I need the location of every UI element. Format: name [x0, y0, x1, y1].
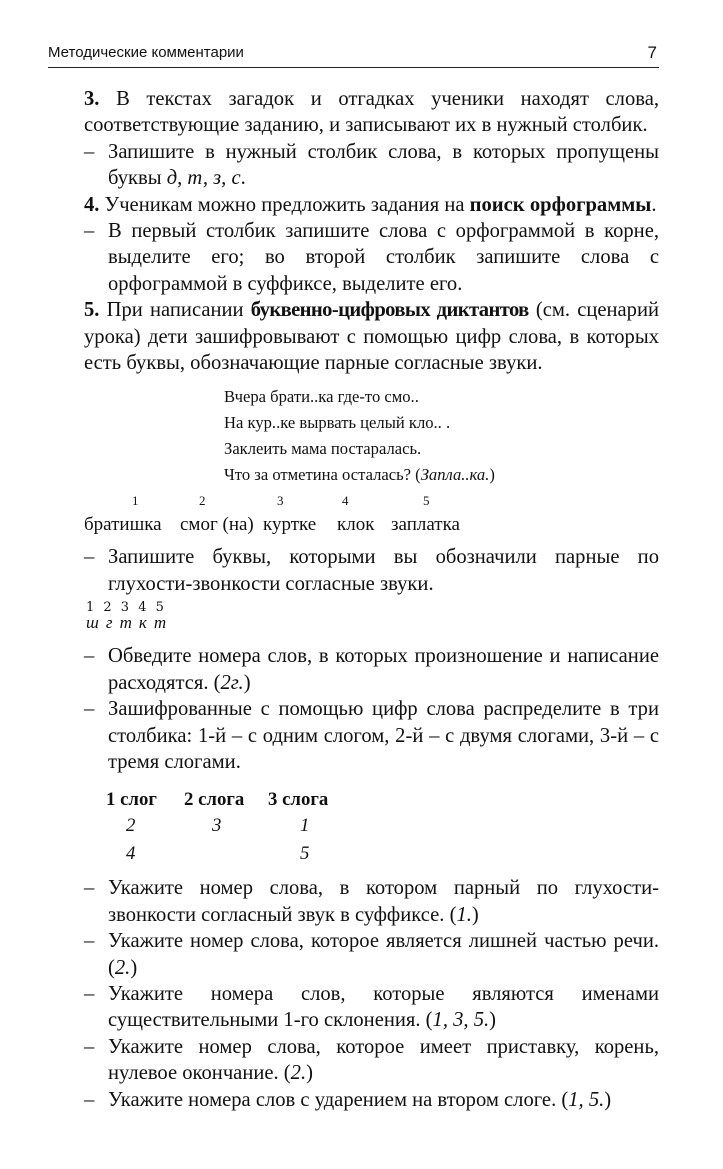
numbered-word: клок: [337, 514, 375, 536]
question-answer: 1, 3, 5.: [432, 1009, 490, 1032]
task-text: В первый столбик запишите слова с орфограммой в корне, выделите его; во второй столбик запишите слова с орфограммой в суффиксе, выделите его.: [108, 220, 659, 295]
dash-bullet: –: [84, 140, 95, 163]
word-number: 4: [342, 493, 349, 509]
bold-term: буквенно-цифровых диктантов: [250, 299, 529, 322]
table-cell: 4: [126, 843, 136, 865]
poem-line: Заклеить мама постаралась.: [224, 439, 422, 459]
task-text: Запишите в нужный столбик слова, в которых пропущены буквы: [108, 140, 659, 190]
poem-line-text: Что за отметина осталась? (: [224, 465, 421, 485]
table-cell: 2: [126, 815, 136, 837]
letter-sequence: ш г т к т: [86, 613, 168, 633]
table-cell: 1: [300, 815, 310, 837]
task-text: Запишите буквы, которыми вы обозначили парные по глухости-звонкости согласные звуки.: [108, 546, 659, 595]
numbered-word: куртке: [263, 514, 317, 536]
dash-bullet: –: [84, 698, 95, 721]
question-answer: 1.: [456, 903, 472, 926]
paragraph-text: Ученикам можно предложить задания на: [104, 193, 470, 216]
syllable-table: [106, 787, 659, 869]
task-item: [84, 139, 659, 192]
question-text: Укажите номер слова, которое является лишней частью речи. (: [108, 930, 659, 979]
letter-code: [84, 601, 659, 637]
dash-bullet: –: [84, 1088, 95, 1111]
task-item: [84, 643, 659, 696]
poem-line: Вчера брати..ка где-то смо..: [224, 387, 419, 407]
punctuation: .: [651, 193, 657, 216]
paragraph-text: При написании: [106, 299, 251, 322]
question-answer: 2.: [114, 956, 131, 979]
header-rule: [48, 67, 659, 68]
paragraph-4: [84, 192, 659, 218]
question-text: Укажите номер слова, которое имеет приставку, корень, нулевое окончание. (: [108, 1035, 659, 1085]
task-answer: 2г.: [220, 671, 244, 694]
dash-bullet: –: [84, 877, 95, 900]
punctuation: ): [306, 1062, 313, 1085]
page-body: [84, 86, 659, 1113]
table-header: 2 слога: [184, 789, 245, 811]
running-header: [48, 42, 657, 64]
question-item: [84, 1034, 659, 1087]
poem-answer: Запла..ка.: [420, 465, 490, 485]
word-number: 5: [423, 493, 430, 509]
poem-line: На кур..ке вырвать целый кло.. .: [224, 413, 451, 433]
poem-line: [224, 462, 659, 488]
bold-term: поиск орфограммы: [469, 193, 652, 216]
question-text: Укажите номера слов, которые являются именами существительными 1-го склонения. (: [108, 982, 659, 1032]
numbered-words: [84, 494, 659, 544]
riddle-poem: [224, 384, 659, 488]
dash-bullet: –: [84, 645, 95, 668]
question-text: Укажите номера слов с ударением на втором слоге. (: [108, 1088, 569, 1111]
task-item: [84, 218, 659, 297]
dash-bullet: –: [84, 546, 95, 569]
page-number: 7: [647, 43, 657, 62]
question-answer: 2.: [290, 1062, 307, 1085]
paragraph-text: В текстах загадок и отгадках ученики находят слова, соответствующие заданию, и записывают их в нужный столбик.: [84, 88, 659, 137]
dash-bullet: –: [84, 930, 95, 953]
letter-numbers: 1 2 3 4 5: [86, 600, 167, 616]
punctuation: ): [471, 903, 479, 926]
punctuation: .: [240, 167, 246, 190]
section-title: Методические комментарии: [48, 44, 244, 61]
table-cell: 5: [300, 843, 310, 865]
punctuation: ): [489, 1009, 497, 1032]
numbered-word: смог (на): [180, 514, 254, 536]
word-number: 3: [277, 493, 284, 509]
dash-bullet: –: [84, 1035, 95, 1058]
task-item: [84, 696, 659, 775]
punctuation: ): [243, 671, 251, 694]
dash-bullet: –: [84, 982, 95, 1005]
punctuation: ): [489, 465, 495, 485]
paragraph-text-rest: (см. сценарий урока) дети зашифровывают с помощью цифр слова, в которых есть буквы, обозначающие парные согласные звуки.: [84, 299, 660, 375]
question-item: [84, 928, 659, 981]
task-letters: д, т, з, с: [166, 167, 241, 190]
paragraph-3: [84, 86, 659, 139]
question-item: [84, 1087, 659, 1113]
paragraph-5: [84, 297, 659, 376]
question-text: Укажите номер слова, в котором парный по глухости-звонкости согласный звук в суффиксе. (: [108, 877, 659, 926]
table-header: 1 слог: [106, 789, 157, 811]
question-item: [84, 875, 659, 928]
paragraph-number: 3.: [84, 88, 100, 110]
numbered-word: заплатка: [391, 514, 460, 536]
numbered-word: братишка: [84, 514, 162, 536]
table-cell: 3: [212, 815, 222, 837]
punctuation: ): [604, 1088, 612, 1111]
paragraph-number: 4.: [84, 193, 100, 216]
task-text: Зашифрованные с помощью цифр слова распределите в три столбика: 1-й – с одним слогом, 2-й – с двумя слогами, 3-й – с тремя слогами.: [108, 698, 659, 773]
word-number: 1: [132, 493, 139, 509]
table-header: 3 слога: [268, 789, 329, 811]
paragraph-number: 5.: [84, 299, 100, 322]
punctuation: ): [130, 956, 138, 979]
word-number: 2: [199, 493, 206, 509]
question-answer: 1, 5.: [568, 1088, 605, 1111]
dash-bullet: –: [84, 220, 95, 243]
task-text: Обведите номера слов, в которых произношение и написание расходятся. (: [108, 645, 659, 694]
question-item: [84, 981, 659, 1034]
task-item: [84, 544, 659, 597]
